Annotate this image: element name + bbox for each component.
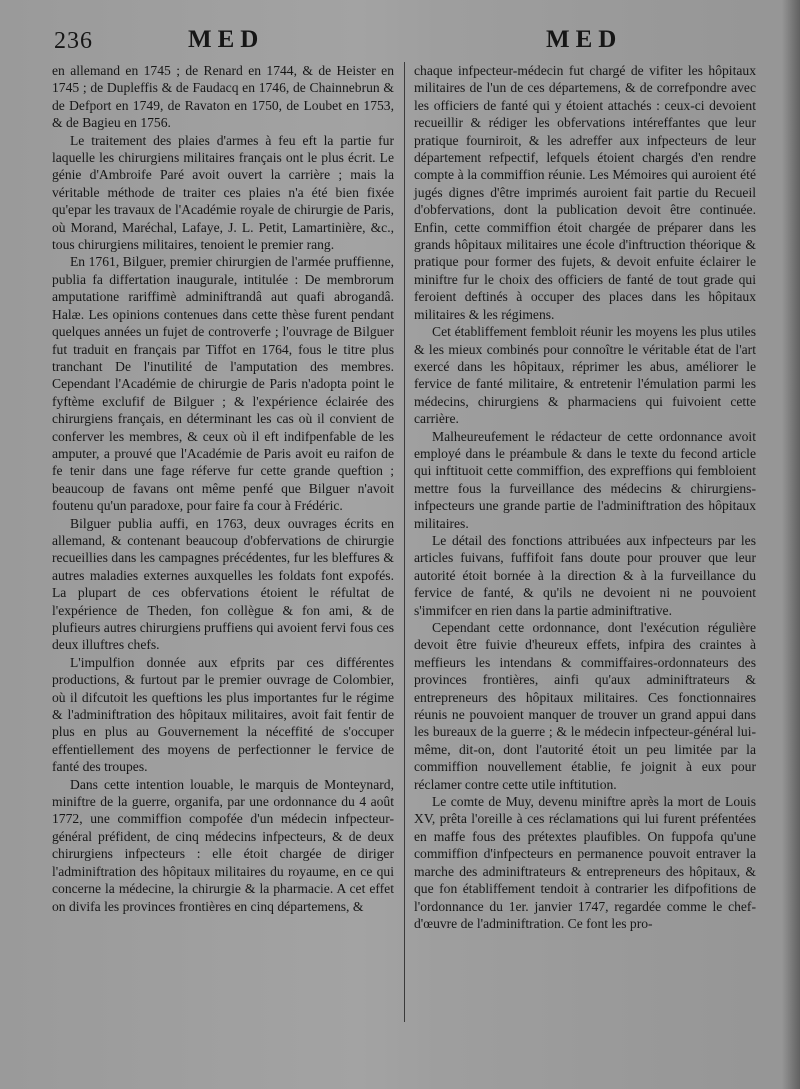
paragraph: Le comte de Muy, devenu miniftre après la mort de Louis XV, prêta l'oreille à ces réclamations qui lui furent préfentées en maffe fous des prétextes plaufibles. On fuppofa qu'une commiffion d'infpecteurs en permanence pouvoit entraver la marche des adminiftrateurs & entrepreneurs des hôpitaux, & que fon établiffement tendoit à contrarier les difpofitions de l'ordonnance du 1er. janvier 1747, regardée comme le chef-d'œuvre de l'adminiftration. Ce font les pro-: [414, 794, 756, 931]
paragraph: Bilguer publia auffi, en 1763, deux ouvrages écrits en allemand, & contenant beaucoup d'obfervations de chirurgie recueillies dans les campagnes précédentes, fur les bleffures & autres maladies externes auxquelles les foldats font expofés. La plupart de ces obfervations étoient le réfultat de l'expérience de Theden, fon collègue & fon ami, & de plufieurs autres chirurgiens pruffiens qui avoient fervi fous ces deux illuftres chefs.: [52, 515, 394, 653]
paragraph: En 1761, Bilguer, premier chirurgien de l'armée pruffienne, publia fa differtation inaugurale, intitulée : De membrorum amputatione rariffimè adminiftrandâ aut quafi abrogandâ. Halæ. Les opinions contenues dans cette thèse furent pendant quelques années un fujet de controverfe ; l'ouvrage de Bilguer fut traduit en français par Tiffot en 1764, fous le titre plus tranchant De l'inutilité de l'amputation des membres. Cependant l'Académie de chirurgie de Paris n'adopta point le fyftème exclufif de Bilguer ; & l'expérience éclairée des chirurgiens français, en déterminant les cas où il convient de conferver les membres, & ceux où il eft indifpenfable de les amputer, a prouvé que l'Académie de Paris avoit eu raifon de fe tenir dans une fage réferve fur cette grande queftion ; beaucoup de favans ont même penfé que Bilguer n'avoit foutenu qu'un paradoxe, pour faire fa cour à Frédéric.: [52, 254, 394, 514]
column-divider: [404, 62, 405, 1022]
left-column: [52, 62, 394, 915]
paragraph: Cet établiffement fembloit réunir les moyens les plus utiles & les mieux combinés pour connoître le véritable état de l'art exercé dans les hôpitaux, réprimer les abus, améliorer le fervice de fanté militaire, & entretenir l'émulation parmi les médecins, chirurgiens & pharmaciens qui fuivoient cette carrière.: [414, 324, 756, 427]
running-head-left: MED: [188, 26, 265, 53]
running-head-right: MED: [546, 26, 623, 53]
paragraph: Cependant cette ordonnance, dont l'exécution régulière devoit être fuivie d'heureux effets, infpira des craintes à meffieurs les intendans & commiffaires-ordonnateurs des provinces frontières, ainfi qu'aux adminiftrateurs & entrepreneurs des hôpitaux militaires. Ces fonctionnaires réunis ne pouvoient manquer de trouver un grand appui dans les bureaux de la guerre ; & le médecin infpecteur-général lui-même, dit-on, dont l'autorité étoit un peu limitée par la commiffion nouvellement établie, fe joignit à eux pour réclamer contre cette utile inftitution.: [414, 620, 756, 792]
right-column: [414, 62, 756, 932]
paragraph: Dans cette intention louable, le marquis de Monteynard, miniftre de la guerre, organifa, par une ordonnance du 4 août 1772, une commiffion compofée d'un médecin infpecteur-général préfident, de cinq médecins infpecteurs, & de deux chirurgiens infpecteurs : elle étoit chargée de diriger l'adminiftration des hôpitaux militaires du royaume, en ce qui concerne la médecine, la chirurgie & la pharmacie. A cet effet on divifa les provinces frontières en cinq départemens, &: [52, 776, 394, 914]
page-edge-shadow: [782, 0, 800, 1089]
paragraph: en allemand en 1745 ; de Renard en 1744, & de Heister en 1745 ; de Dupleffis & de Faudacq en 1746, de Chainnebrun & de Defport en 1749, de Ravaton en 1750, de Loubet en 1753, & de Bagieu en 1756.: [52, 63, 394, 131]
paragraph: chaque infpecteur-médecin fut chargé de vifiter les hôpitaux militaires de l'un de ces départemens, & de correfpondre avec les officiers de fanté qui y étoient attachés : ceux-ci devoient recueillir & rédiger les obfervations intéreffantes que leur pratique fourniroit, & les adreffer aux infpecteurs de leur département refpectif, lefquels étoient chargés d'en rendre compte à la commiffion réunie. Les Mémoires qui auroient été jugés dignes d'être imprimés auroient fait partie du Recueil d'obfervations, dont la publication devoit être continuée. Enfin, cette commiffion étoit chargée de préparer dans les grands hôpitaux militaires une école d'inftruction théorique & pratique pour former des fujets, & devoit enfuite éclairer le miniftre fur le choix des officiers de fanté de tout grade qui feroient deftinés à occuper des places dans les hôpitaux militaires & les régimens.: [414, 63, 756, 322]
page-number: 236: [54, 28, 93, 54]
paragraph: Le traitement des plaies d'armes à feu eft la partie fur laquelle les chirurgiens militaires français ont le plus écrit. Le génie d'Ambroife Paré avoit ouvert la carrière ; mais la véritable méthode de traiter ces plaies n'a été bien fixée qu'epar les travaux de l'Académie royale de chirurgie de Paris, où Morand, Maréchal, Lafaye, J. L. Petit, Lamartinière, &c., tous chirurgiens militaires, tenoient le premier rang.: [52, 132, 394, 253]
paragraph: Malheureufement le rédacteur de cette ordonnance avoit employé dans le préambule & dans le texte du fecond article qui inftituoit cette commiffion, des expreffions qui fembloient mettre fous la furveillance des médecins & chirurgiens-infpecteurs une grande partie de l'adminiftration des hôpitaux militaires.: [414, 428, 756, 531]
paragraph: L'impulfion donnée aux efprits par ces différentes productions, & furtout par le premier ouvrage de Colombier, où il difcutoit les queftions les plus importantes fur le régime & l'adminiftration des hôpitaux militaires, avoit fait fentir de plus en plus au Gouvernement la néceffité de s'occuper effentiellement des moyens de perfectionner le fervice de fanté des troupes.: [52, 654, 394, 775]
page-header: [0, 22, 800, 62]
paragraph: Le détail des fonctions attribuées aux infpecteurs par les articles fuivans, fuffifoit fans doute pour prouver que leur autorité étoit bornée à la direction & à la furveillance du fervice de fanté, & qu'ils ne devoient ni ne pouvoient s'immifcer en rien dans la partie adminiftrative.: [414, 532, 756, 618]
